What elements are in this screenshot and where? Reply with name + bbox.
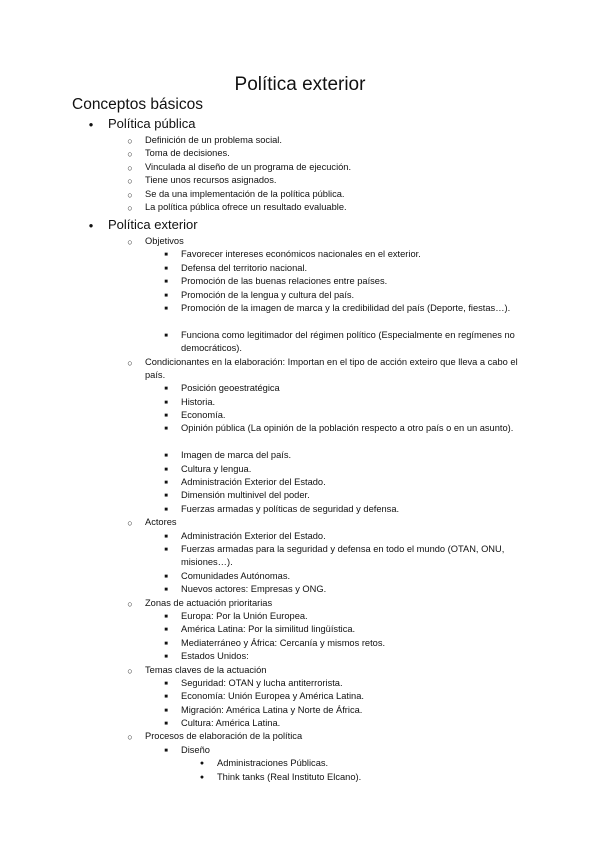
bullet-square-icon: ■ bbox=[164, 493, 168, 500]
list-item-text: Actores bbox=[145, 517, 177, 528]
list-item-text: Tiene unos recursos asignados. bbox=[145, 175, 277, 186]
list-item-text: Fuerzas armadas y políticas de seguridad y defensa. bbox=[181, 503, 400, 514]
list-item-text: Zonas de actuación prioritarias bbox=[145, 597, 273, 608]
page-title: Política exterior bbox=[234, 74, 366, 95]
list-item bbox=[0, 690, 600, 703]
bullet-square-icon: ■ bbox=[164, 533, 168, 540]
list-item bbox=[0, 463, 600, 476]
list-item bbox=[0, 396, 600, 409]
list-item bbox=[0, 449, 600, 462]
list-item bbox=[0, 356, 600, 383]
list-item-text: Posición geoestratégica bbox=[181, 383, 280, 394]
list-item bbox=[0, 516, 600, 529]
list-item-text: Cultura y lengua. bbox=[181, 463, 252, 474]
list-item bbox=[0, 201, 600, 216]
bullet-square-icon: ■ bbox=[164, 640, 168, 647]
list-item-text: Nuevos actores: Empresas y ONG. bbox=[181, 584, 327, 595]
list-item-text: Migración: América Latina y Norte de África. bbox=[181, 704, 363, 715]
bullet-filled-circle-icon: ● bbox=[199, 760, 205, 768]
list-item-text: Comunidades Autónomas. bbox=[181, 570, 291, 581]
list-item bbox=[0, 730, 600, 743]
bullet-hollow-circle-icon: ○ bbox=[127, 189, 133, 200]
bullet-hollow-circle-icon: ○ bbox=[127, 136, 133, 146]
list-item bbox=[0, 623, 600, 636]
bullet-square-icon: ■ bbox=[164, 426, 168, 433]
list-item bbox=[0, 637, 600, 650]
bullet-square-icon: ■ bbox=[164, 305, 168, 312]
list-item-text: Toma de decisiones. bbox=[145, 148, 230, 159]
bullet-hollow-circle-icon: ○ bbox=[127, 357, 133, 368]
bullet-square-icon: ■ bbox=[164, 627, 168, 634]
bullet-square-icon: ■ bbox=[164, 573, 168, 580]
list-item bbox=[0, 757, 600, 770]
list-item-text: Historia. bbox=[181, 396, 216, 407]
list-item bbox=[0, 275, 600, 288]
bullet-hollow-circle-icon: ○ bbox=[127, 598, 133, 609]
list-item-text: Funciona como legitimador del régimen político (Especialmente en regímenes no democráticos). bbox=[181, 329, 515, 354]
list-item bbox=[0, 597, 600, 610]
list-item-text: Think tanks (Real Instituto Elcano). bbox=[217, 771, 362, 782]
list-item bbox=[0, 650, 600, 663]
list-item bbox=[0, 302, 600, 329]
bullet-hollow-circle-icon: ○ bbox=[127, 162, 133, 173]
list-item bbox=[0, 476, 600, 489]
list-item-text: Europa: Por la Unión Europea. bbox=[181, 610, 308, 621]
bullet-square-icon: ■ bbox=[164, 279, 168, 286]
bullet-square-icon: ■ bbox=[164, 480, 168, 487]
list-item-text: Economía: Unión Europea y América Latina. bbox=[181, 691, 364, 702]
list-item-label: Política exterior bbox=[108, 216, 198, 232]
bullet-square-icon: ■ bbox=[164, 721, 168, 728]
list-item bbox=[0, 248, 600, 261]
list-item bbox=[0, 235, 600, 248]
bullet-square-icon: ■ bbox=[164, 707, 168, 714]
bullet-hollow-circle-icon: ○ bbox=[127, 236, 133, 247]
list-item-label: Política pública bbox=[108, 116, 196, 131]
list-item-text: Cultura: América Latina. bbox=[181, 718, 281, 729]
list-item-text: Temas claves de la actuación bbox=[145, 664, 267, 675]
list-item bbox=[0, 664, 600, 677]
bullet-square-icon: ■ bbox=[164, 654, 168, 661]
bullet-hollow-circle-icon: ○ bbox=[127, 202, 133, 213]
list-item-text: La política pública ofrece un resultado evaluable. bbox=[145, 201, 347, 212]
list-item bbox=[0, 583, 600, 596]
list-item bbox=[0, 161, 600, 174]
list-item-text: Imagen de marca del país. bbox=[181, 450, 292, 461]
list-item bbox=[0, 610, 600, 623]
list-item bbox=[0, 262, 600, 275]
bullet-square-icon: ■ bbox=[164, 694, 168, 701]
bullet-square-icon: ■ bbox=[164, 506, 168, 513]
section-heading: Conceptos básicos bbox=[72, 96, 203, 113]
list-item-text: Se da una implementación de la política pública. bbox=[145, 188, 345, 199]
bullet-hollow-circle-icon: ○ bbox=[127, 665, 133, 676]
bullet-square-icon: ■ bbox=[164, 613, 168, 620]
list-item-text: Fuerzas armadas para la seguridad y defensa en todo el mundo (OTAN, ONU, misiones…). bbox=[181, 544, 505, 568]
list-item-text: Opinión pública (La opinión de la población respecto a otro país o en un asunto). bbox=[181, 423, 514, 434]
list-item-text: Dimensión multinivel del poder. bbox=[181, 490, 310, 501]
list-item-text: Promoción de las buenas relaciones entre países. bbox=[181, 276, 388, 287]
list-item bbox=[0, 704, 600, 717]
bullet-square-icon: ■ bbox=[164, 399, 168, 406]
bullet-square-icon: ■ bbox=[164, 292, 168, 299]
list-item bbox=[0, 677, 600, 690]
list-item bbox=[0, 422, 600, 449]
list-item-text: Estados Unidos: bbox=[181, 651, 249, 662]
bullet-square-icon: ■ bbox=[164, 747, 168, 754]
bullet-square-icon: ■ bbox=[164, 466, 168, 473]
list-item bbox=[0, 530, 600, 543]
list-item bbox=[0, 329, 600, 356]
outline-list bbox=[0, 115, 600, 784]
bullet-square-icon: ■ bbox=[164, 680, 168, 687]
list-item bbox=[0, 216, 600, 235]
list-item-text: Administración Exterior del Estado. bbox=[181, 477, 326, 488]
bullet-hollow-circle-icon: ○ bbox=[127, 176, 133, 187]
list-item bbox=[0, 289, 600, 302]
list-item bbox=[0, 543, 600, 570]
bullet-filled-circle-icon: ● bbox=[88, 220, 94, 230]
list-item bbox=[0, 503, 600, 516]
list-item bbox=[0, 771, 600, 784]
list-item bbox=[0, 382, 600, 395]
list-item-text: América Latina: Por la similitud lingüística. bbox=[181, 624, 356, 635]
bullet-square-icon: ■ bbox=[164, 332, 168, 339]
list-item-text: Economía. bbox=[181, 410, 226, 421]
list-item bbox=[0, 409, 600, 422]
bullet-hollow-circle-icon: ○ bbox=[127, 149, 133, 160]
list-item bbox=[0, 115, 600, 134]
list-item-text: Objetivos bbox=[145, 235, 184, 246]
list-item bbox=[0, 744, 600, 757]
list-item-text: Promoción de la imagen de marca y la credibilidad del país (Deporte, fiestas…). bbox=[181, 302, 511, 313]
list-item-text: Favorecer intereses económicos nacionales en el exterior. bbox=[181, 249, 421, 260]
list-item-text: Promoción de la lengua y cultura del país. bbox=[181, 289, 355, 300]
list-item bbox=[0, 147, 600, 160]
bullet-square-icon: ■ bbox=[164, 386, 168, 393]
list-item-text: Definición de un problema social. bbox=[145, 135, 282, 145]
bullet-hollow-circle-icon: ○ bbox=[127, 732, 133, 743]
list-item-text: Condicionantes en la elaboración: Importan en el tipo de acción exteiro que lleva a cabo el país. bbox=[145, 356, 518, 380]
list-item bbox=[0, 188, 600, 201]
bullet-square-icon: ■ bbox=[164, 587, 168, 594]
list-item-text: Procesos de elaboración de la política bbox=[145, 731, 303, 742]
bullet-square-icon: ■ bbox=[164, 265, 168, 272]
bullet-square-icon: ■ bbox=[164, 547, 168, 553]
list-item-text: Vinculada al diseño de un programa de ejecución. bbox=[145, 161, 352, 172]
list-item-text: Mediaterráneo y África: Cercanía y mismos retos. bbox=[181, 637, 386, 648]
list-item-text: Diseño bbox=[181, 744, 210, 755]
bullet-filled-circle-icon: ● bbox=[88, 120, 94, 129]
list-item bbox=[0, 134, 600, 147]
list-item bbox=[0, 489, 600, 502]
list-item bbox=[0, 174, 600, 187]
list-item-text: Seguridad: OTAN y lucha antiterrorista. bbox=[181, 677, 343, 688]
bullet-hollow-circle-icon: ○ bbox=[127, 518, 133, 529]
bullet-square-icon: ■ bbox=[164, 252, 168, 259]
list-item bbox=[0, 570, 600, 583]
list-item-text: Administración Exterior del Estado. bbox=[181, 530, 326, 541]
list-item-text: Defensa del territorio nacional. bbox=[181, 262, 308, 273]
bullet-square-icon: ■ bbox=[164, 413, 168, 420]
bullet-square-icon: ■ bbox=[164, 453, 168, 460]
list-item bbox=[0, 717, 600, 730]
bullet-filled-circle-icon: ● bbox=[199, 773, 205, 781]
list-item-text: Administraciones Públicas. bbox=[217, 758, 329, 769]
